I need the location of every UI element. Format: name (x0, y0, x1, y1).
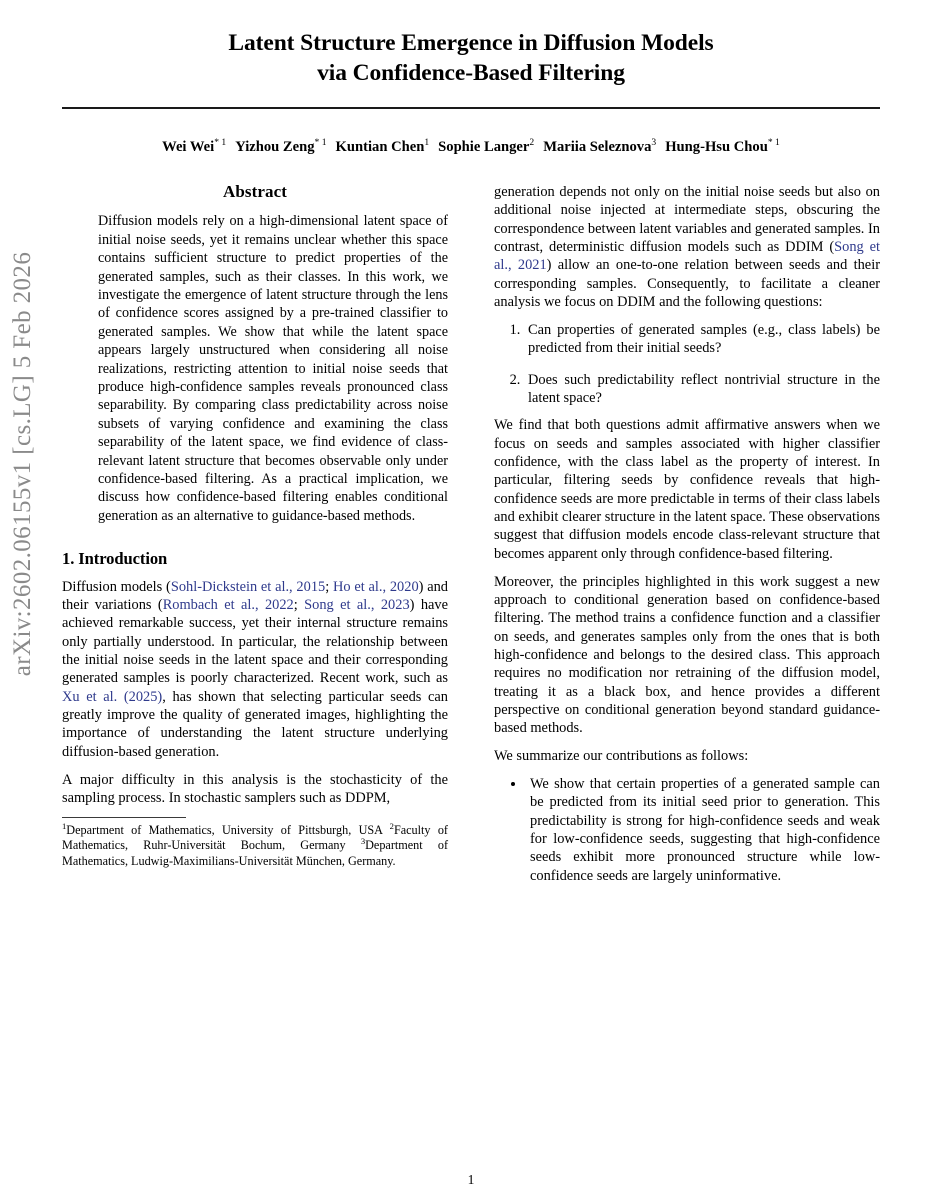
intro-text-seg-2: ; (325, 578, 333, 595)
intro-text-seg-5: ) have achieved remarkable success, yet their internal structure remains only partially understood. In particular, the relationship between the initial noise seeds in the latent space and their corresponding generated samples is poorly characterized. Recent work, such as (62, 596, 448, 687)
author-name: Yizhou Zeng (235, 139, 315, 155)
author-marks: * 1 (214, 137, 227, 149)
citation-sohl-dickstein-2015[interactable]: Sohl-Dickstein et al., 2015 (170, 578, 326, 595)
intro-text-seg-6: , has shown that selecting particular seeds can greatly improve the quality of generated images, highlighting the importance of understanding the latent structure underlying diffusion-based generation. (62, 688, 448, 760)
list-item: 1. Can properties of generated samples (e.g., class labels) be predicted from their initial seeds? (524, 321, 880, 358)
footnote-divider-rule (62, 817, 186, 818)
two-column-body (62, 183, 880, 894)
citation-song-2023[interactable]: Song et al., 2023 (304, 596, 410, 613)
right-text-seg-1: generation depends not only on the initial noise seeds but also on additional noise injected at intermediate steps, obscuring the correspondence between latent variables and generated samples. In contrast, deterministic diffusion models such as DDIM ( (494, 184, 880, 256)
intro-paragraph-2: A major difficulty in this analysis is the stochasticity of the sampling process. In stochastic samplers such as DDPM, (62, 771, 448, 806)
page-title-line-1: Latent Structure Emergence in Diffusion Models (228, 30, 714, 56)
arxiv-identifier-stamp: arXiv:2602.06155v1 [cs.LG] 5 Feb 2026 (9, 251, 36, 677)
right-paragraph-2: We find that both questions admit affirmative answers when we focus on seeds and samples associated with higher classifier confidence, with the class label as the property of interest. In particular, filtering seeds by confidence reveals that high-confidence seeds are more predictable in terms of their class labels and exhibit clearer structure in the latent space. These observations suggest that diffusion models encode class-relevant structure that becomes apparent only through confidence-based filtering. (494, 417, 880, 562)
author-entry (665, 139, 780, 155)
author-entry (235, 139, 326, 155)
footnote-3-marker: 3 (360, 836, 366, 847)
left-column (62, 183, 448, 894)
footnote-3-text: Department of Mathematics, Ludwig-Maximilians-Universität München, Germany. (62, 838, 449, 868)
footnote-block (62, 823, 448, 869)
contributions-list (494, 775, 880, 885)
author-entry (162, 139, 226, 155)
author-marks: 3 (651, 137, 657, 149)
right-column (494, 183, 880, 894)
abstract-heading: Abstract (222, 182, 288, 201)
author-entry (336, 139, 430, 155)
footnote-2-marker: 2 (389, 821, 394, 832)
author-marks: * 1 (767, 137, 780, 149)
author-list (62, 137, 880, 157)
citation-ho-2020[interactable]: Ho et al., 2020 (333, 578, 419, 595)
footnote-2-text: Faculty of Mathematics, Ruhr-Universität Bochum, Germany (62, 823, 448, 853)
footnote-1-text: Department of Mathematics, University of Pittsburgh, USA (66, 823, 383, 838)
author-name: Kuntian Chen (335, 139, 425, 155)
right-paragraph-4: We summarize our contributions as follows: (494, 748, 749, 765)
citation-rombach-2022[interactable]: Rombach et al., 2022 (162, 596, 294, 613)
author-marks: 1 (424, 137, 430, 149)
author-entry (438, 139, 534, 155)
title-block (62, 0, 880, 88)
author-marks: * 1 (314, 137, 327, 149)
list-item: • We show that certain properties of a generated sample can be predicted from its initial seed prior to generation. This predictability is strong for high-confidence seeds and weak for low-confidence seeds, suggesting that high-confidence seeds exhibit more pronounced structure while low-confidence seeds are largely uninformative. (526, 775, 880, 885)
section-heading-introduction: 1. Introduction (62, 549, 168, 569)
intro-text-seg-1: Diffusion models ( (62, 578, 171, 595)
footnote-1-marker: 1 (62, 821, 67, 832)
right-text-seg-2: ) allow an one-to-one relation between seeds and their corresponding samples. Consequently, to facilitate a cleaner analysis we focus on DDIM and the following questions: (494, 257, 880, 311)
author-name: Sophie Langer (438, 139, 530, 155)
abstract-text: Diffusion models rely on a high-dimensional latent space of initial noise seeds, yet it remains unclear whether this space contains sufficient structure to predict properties of the generated samples, such as their classes. In this work, we investigate the emergence of latent structure through the lens of confidence scores assigned by a pre-trained classifier to generated samples. We show that while the latent space appears largely unstructured when considering all noise realizations, restricting attention to initial noise seeds that produce high-confidence samples reveals pronounced class separability. By comparing class predictability across noise subsets of varying confidence and examining the class separability of the latent space, we find evidence of class-relevant latent structure that becomes observable only under confidence-based filtering. As a practical implication, we discuss how confidence-based filtering enables conditional generation as an alternative to guidance-based methods. (98, 213, 448, 524)
right-paragraph-3: Moreover, the principles highlighted in this work suggest a new approach to conditional generation based on confidence-based filtering. The method trains a confidence function and a classifier on seeds, and generates samples only from the ones that is both high-confidence and belongs to the desired class. This approach requires no modification nor retraining of the diffusion model, treating it as a black box, and hence provides a different perspective on conditional generation beyond standard guidance-based methods. (494, 573, 880, 737)
page-number: 1 (467, 1172, 475, 1187)
title-divider-rule (62, 107, 880, 109)
intro-text-seg-4: ; (293, 596, 305, 613)
right-paragraph-1 (494, 183, 880, 311)
list-item: 2. Does such predictability reflect nontrivial structure in the latent space? (524, 371, 880, 408)
citation-xu-2025[interactable]: Xu et al. (2025) (62, 688, 163, 705)
page-title-line-2: via Confidence-Based Filtering (317, 60, 625, 86)
citation-song-2021[interactable]: Song et al., 2021 (494, 239, 880, 274)
intro-paragraph-1 (62, 578, 448, 761)
author-name: Hung-Hsu Chou (665, 139, 768, 155)
research-questions-list (494, 321, 880, 407)
author-name: Mariia Seleznova (543, 139, 652, 155)
author-name: Wei Wei (162, 139, 215, 155)
paper-content (62, 0, 880, 1200)
intro-text-seg-3: ) and their variations ( (62, 578, 448, 613)
author-entry (543, 139, 656, 155)
footnote-1 (62, 823, 382, 837)
author-marks: 2 (529, 137, 535, 149)
